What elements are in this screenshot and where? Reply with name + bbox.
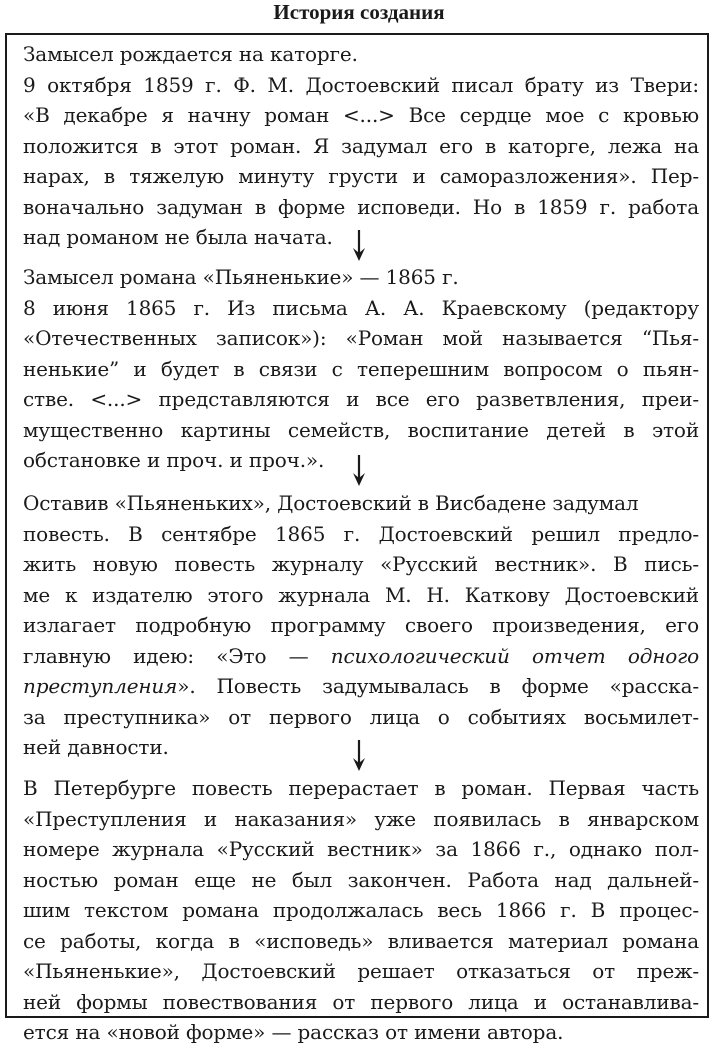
text-line: положится в этот роман. Я задумал его в каторге, лежа на [23,133,699,158]
text-line: Замысел рождается на каторге. [23,42,358,66]
block-1 [23,39,699,253]
text-line: ностью роман еще не был закончен. Работа над дальней- [23,867,699,892]
block-2 [23,262,699,476]
text-line: над романом не была начата. [23,225,333,249]
text-line-mixed [23,641,699,672]
text-line-mixed [23,671,699,702]
text-line: повесть. В сентябре 1865 г. Достоевский решил предло- [23,521,699,546]
text-line: ется на «новой форме» — рассказ от имени автора. [23,1020,564,1044]
block-3 [23,488,699,763]
text-line: жить новую повесть журналу «Русский вестник». В пись- [23,552,699,576]
block-4 [23,773,699,1048]
text-line: «Преступления и наказания» уже появилась в январском [23,806,699,831]
text-line: излагает подробную программу своего произведения, его [23,613,699,637]
text-line: ненькие” и будет в связи с теперешним вопросом о пьян- [23,356,699,381]
text-line: Оставив «Пьяненьких», Достоевский в Висбадене задумал [23,491,639,515]
text-line: В Петербурге повесть перерастает в роман. Первая часть [23,776,699,800]
down-arrow-icon [351,455,367,487]
text-line: мущественно картины семейств, воспитание детей в этой [23,417,699,442]
text-line: «Отечественных записок»): «Роман мой называется “Пья- [23,326,699,350]
down-arrow-icon [351,740,367,772]
text-line: воначально задуман в форме исповеди. Но в 1859 г. работа [23,194,699,219]
italic-text: преступления [23,674,178,698]
text-line: «В декабре я начну роман <...> Все сердце мое с кровью [23,103,699,127]
text-segment: ». Повесть задумывалась в форме «расска- [177,674,699,698]
text-line: «Пьяненькие», Достоевский решает отказаться от преж- [23,959,699,983]
text-line: за преступника» от первого лица о событиях восьмилет- [23,704,699,729]
text-line: 9 октября 1859 г. Ф. М. Достоевский писал брату из Твери: [23,72,699,97]
text-line: стве. <...> представляются и все его разветвления, преи- [23,387,699,411]
page-title: История создания [273,0,445,24]
text-line: се работы, когда в «исповедь» вливается материал романа [23,928,699,953]
text-line: номере журнала «Русский вестник» за 1866 г., однако пол- [23,837,699,861]
text-segment: главную идею: «Это — [23,643,331,668]
down-arrow-icon [351,230,367,262]
text-line: обстановке и проч. и проч.». [23,448,325,472]
text-line: ней формы повествования от первого лица и останавлива- [23,989,699,1014]
text-line: нарах, в тяжелую минуту грусти и саморазложения». Пер- [23,164,699,188]
text-line: 8 июня 1865 г. Из письма А. А. Краевскому (редактору [23,295,699,320]
text-line: Замысел романа «Пьяненькие» — 1865 г. [23,265,459,289]
italic-text: психологический отчет одного [330,643,700,668]
text-line: ме к издателю этого журнала М. Н. Каткову Достоевский [23,582,699,607]
text-line: шим текстом романа продолжалась весь 1866 г. В процес- [23,898,699,922]
text-line: ней давности. [23,735,169,759]
